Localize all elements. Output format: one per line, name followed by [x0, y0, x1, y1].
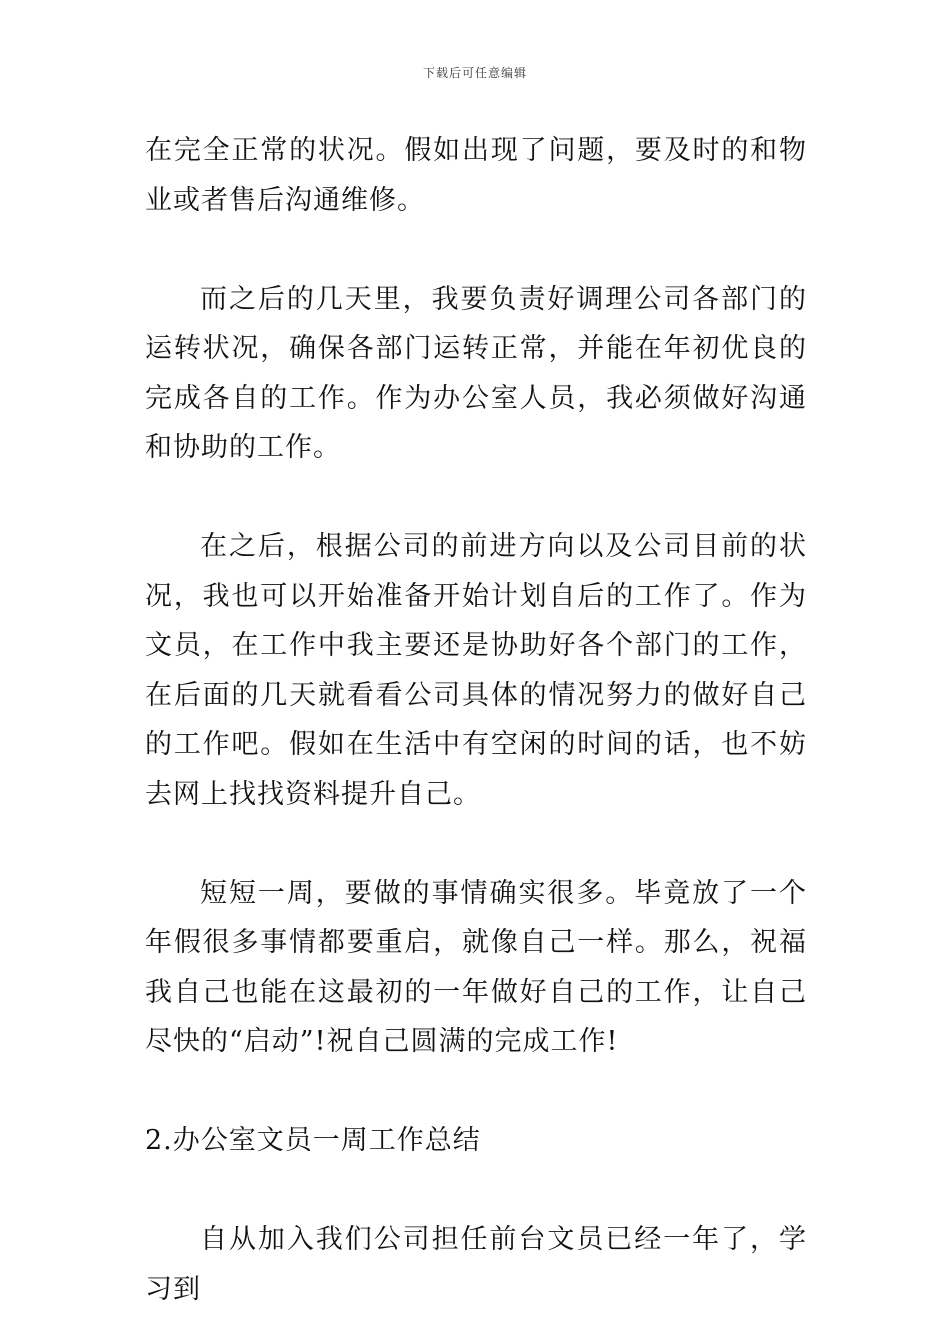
paragraph-gap — [145, 1067, 807, 1117]
paragraph-gap — [145, 1166, 807, 1216]
page-header: 下载后可任意编辑 — [422, 66, 527, 80]
paragraph-4: 短短一周，要做的事情确实很多。毕竟放了一个年假很多事情都要重启，就像自己一样。那么，祝福我自己也能在这最初的一年做好自己的工作，让自己尽快的“启动”!祝自己圆满的完成工作! — [145, 877, 807, 1057]
paragraph-gap — [145, 819, 807, 869]
paragraph-gap — [145, 473, 807, 523]
document-body — [145, 126, 807, 1314]
paragraph-3: 在之后，根据公司的前进方向以及公司目前的状况，我也可以开始准备开始计划自后的工作了。作为文员，在工作中我主要还是协助好各个部门的工作，在后面的几天就看看公司具体的情况努力的做好自己的工作吧。假如在生活中有空闲的时间的话，也不妨去网上找找资料提升自己。 — [145, 531, 807, 810]
paragraph-5: 自从加入我们公司担任前台文员已经一年了，学习到 — [145, 1224, 807, 1305]
section-heading: 2.办公室文员一周工作总结 — [145, 1125, 481, 1156]
paragraph-2: 而之后的几天里，我要负责好调理公司各部门的运转状况，确保各部门运转正常，并能在年初优良的完成各自的工作。作为办公室人员，我必须做好沟通和协助的工作。 — [145, 283, 807, 463]
paragraph-gap — [145, 225, 807, 275]
paragraph-1: 在完全正常的状况。假如出现了问题，要及时的和物业或者售后沟通维修。 — [145, 135, 807, 216]
